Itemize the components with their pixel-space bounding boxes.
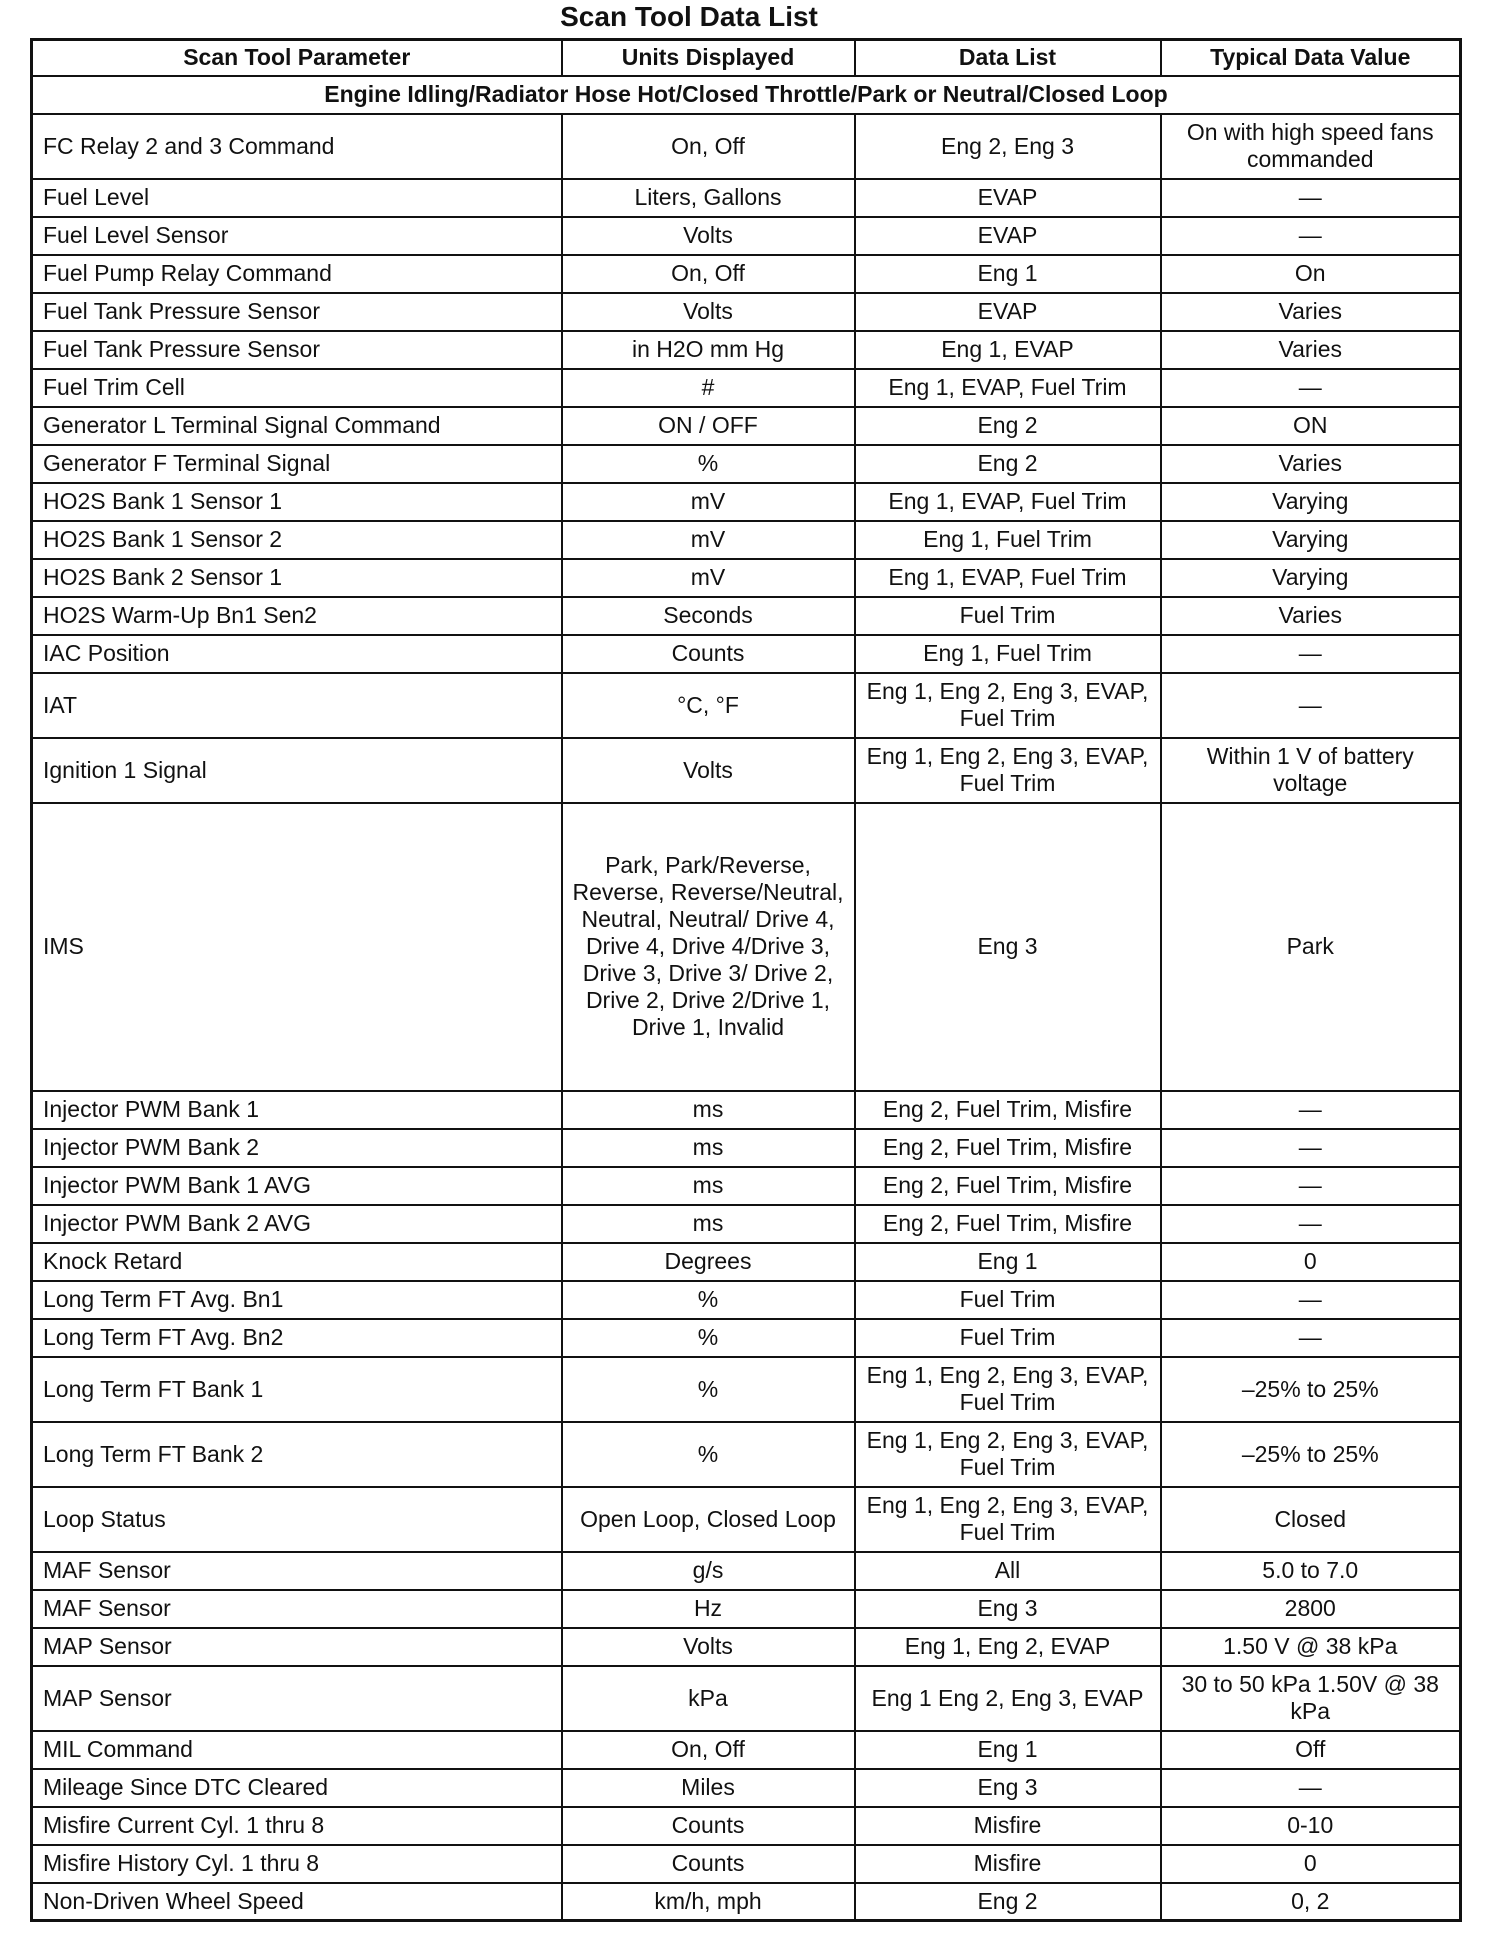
data-list-cell: Eng 3 [855,1590,1161,1628]
units-cell: Seconds [562,597,855,635]
table-row [32,483,1461,521]
data-list-cell: Eng 1, EVAP, Fuel Trim [855,483,1161,521]
units-cell: kPa [562,1666,855,1731]
units-cell: Counts [562,1845,855,1883]
table-row [32,1731,1461,1769]
data-list-cell: Misfire [855,1845,1161,1883]
page-title: Scan Tool Data List [560,1,818,32]
data-list-cell: Eng 2, Eng 3 [855,114,1161,179]
typical-value-cell: — [1161,1319,1461,1357]
param-cell: Long Term FT Avg. Bn1 [32,1281,562,1319]
units-cell: Park, Park/Reverse, Reverse, Reverse/Neutral, Neutral, Neutral/ Drive 4, Drive 4, Drive 4/Drive 3, Drive 3, Drive 3/ Drive 2, Drive 2, Drive 2/Drive 1, Drive 1, Invalid [562,803,855,1091]
param-cell: Fuel Tank Pressure Sensor [32,293,562,331]
typical-value-cell: Varies [1161,445,1461,483]
units-cell: Liters, Gallons [562,179,855,217]
table-row [32,293,1461,331]
data-list-cell: Fuel Trim [855,1319,1161,1357]
data-list-cell: Eng 2 [855,1883,1161,1921]
units-cell: °C, °F [562,673,855,738]
param-cell: Misfire Current Cyl. 1 thru 8 [32,1807,562,1845]
param-cell: Non-Driven Wheel Speed [32,1883,562,1921]
section-heading: Engine Idling/Radiator Hose Hot/Closed Throttle/Park or Neutral/Closed Loop [32,76,1461,114]
table-row [32,1769,1461,1807]
data-list-cell: Misfire [855,1807,1161,1845]
table-row [32,1422,1461,1487]
param-cell: Fuel Level Sensor [32,217,562,255]
table-row [32,114,1461,179]
units-cell: km/h, mph [562,1883,855,1921]
column-header-units: Units Displayed [562,40,855,76]
param-cell: Generator F Terminal Signal [32,445,562,483]
table-row [32,407,1461,445]
data-list-cell: Eng 1 [855,255,1161,293]
table-row [32,217,1461,255]
units-cell: Volts [562,293,855,331]
table-row [32,445,1461,483]
typical-value-cell: On with high speed fans commanded [1161,114,1461,179]
param-cell: IAC Position [32,635,562,673]
table-row [32,1552,1461,1590]
data-list-cell: Eng 1, Eng 2, Eng 3, EVAP, Fuel Trim [855,1487,1161,1552]
table-row [32,1590,1461,1628]
param-cell: Ignition 1 Signal [32,738,562,803]
typical-value-cell: Varies [1161,597,1461,635]
table-row [32,1628,1461,1666]
typical-value-cell: –25% to 25% [1161,1357,1461,1422]
units-cell: ms [562,1167,855,1205]
table-row [32,1845,1461,1883]
data-list-cell: Eng 3 [855,803,1161,1091]
data-list-cell: Eng 1, Eng 2, Eng 3, EVAP, Fuel Trim [855,1422,1161,1487]
typical-value-cell: — [1161,217,1461,255]
typical-value-cell: Varying [1161,483,1461,521]
typical-value-cell: 0 [1161,1243,1461,1281]
typical-value-cell: 5.0 to 7.0 [1161,1552,1461,1590]
table-row [32,331,1461,369]
units-cell: Volts [562,1628,855,1666]
typical-value-cell: Varies [1161,331,1461,369]
column-header-data-list: Data List [855,40,1161,76]
table-row [32,369,1461,407]
param-cell: HO2S Warm-Up Bn1 Sen2 [32,597,562,635]
table-row [32,255,1461,293]
table-row [32,1129,1461,1167]
typical-value-cell: 1.50 V @ 38 kPa [1161,1628,1461,1666]
typical-value-cell: Varying [1161,559,1461,597]
units-cell: in H2O mm Hg [562,331,855,369]
table-row [32,1091,1461,1129]
data-list-cell: Eng 2 [855,445,1161,483]
param-cell: HO2S Bank 2 Sensor 1 [32,559,562,597]
units-cell: ms [562,1091,855,1129]
table-row [32,1666,1461,1731]
units-cell: Volts [562,217,855,255]
param-cell: Injector PWM Bank 1 AVG [32,1167,562,1205]
units-cell: ms [562,1129,855,1167]
typical-value-cell: — [1161,1167,1461,1205]
param-cell: IAT [32,673,562,738]
table-row [32,1807,1461,1845]
typical-value-cell: 2800 [1161,1590,1461,1628]
param-cell: Long Term FT Avg. Bn2 [32,1319,562,1357]
units-cell: g/s [562,1552,855,1590]
typical-value-cell: Varies [1161,293,1461,331]
table-row [32,559,1461,597]
data-list-cell: Eng 1, Fuel Trim [855,521,1161,559]
param-cell: FC Relay 2 and 3 Command [32,114,562,179]
data-list-cell: Eng 1, Eng 2, Eng 3, EVAP, Fuel Trim [855,1357,1161,1422]
typical-value-cell: — [1161,369,1461,407]
typical-value-cell: — [1161,1091,1461,1129]
data-list-cell: EVAP [855,217,1161,255]
data-list-cell: Eng 1 Eng 2, Eng 3, EVAP [855,1666,1161,1731]
units-cell: % [562,1357,855,1422]
units-cell: Open Loop, Closed Loop [562,1487,855,1552]
typical-value-cell: — [1161,1769,1461,1807]
units-cell: % [562,1422,855,1487]
units-cell: Miles [562,1769,855,1807]
data-list-cell: Eng 1, Eng 2, Eng 3, EVAP, Fuel Trim [855,673,1161,738]
param-cell: Fuel Tank Pressure Sensor [32,331,562,369]
data-list-cell: Eng 1, EVAP, Fuel Trim [855,559,1161,597]
units-cell: % [562,445,855,483]
param-cell: Generator L Terminal Signal Command [32,407,562,445]
table-row [32,803,1461,1091]
param-cell: Misfire History Cyl. 1 thru 8 [32,1845,562,1883]
table-row [32,673,1461,738]
units-cell: ms [562,1205,855,1243]
data-list-cell: Eng 1, Eng 2, EVAP [855,1628,1161,1666]
table-row [32,1357,1461,1422]
param-cell: MIL Command [32,1731,562,1769]
data-list-cell: Eng 1 [855,1731,1161,1769]
data-list-cell: EVAP [855,293,1161,331]
typical-value-cell: — [1161,673,1461,738]
param-cell: Mileage Since DTC Cleared [32,1769,562,1807]
data-list-cell: Eng 1, EVAP [855,331,1161,369]
typical-value-cell: 0 [1161,1845,1461,1883]
header-row [32,40,1461,76]
data-list-cell: Eng 2, Fuel Trim, Misfire [855,1167,1161,1205]
data-list-cell: Fuel Trim [855,597,1161,635]
units-cell: Degrees [562,1243,855,1281]
param-cell: MAF Sensor [32,1552,562,1590]
units-cell: # [562,369,855,407]
typical-value-cell: –25% to 25% [1161,1422,1461,1487]
units-cell: Volts [562,738,855,803]
table-row [32,1281,1461,1319]
units-cell: % [562,1319,855,1357]
param-cell: IMS [32,803,562,1091]
column-header-parameter: Scan Tool Parameter [32,40,562,76]
data-list-cell: Eng 1, EVAP, Fuel Trim [855,369,1161,407]
data-list-cell: Eng 2, Fuel Trim, Misfire [855,1091,1161,1129]
param-cell: Long Term FT Bank 1 [32,1357,562,1422]
param-cell: Loop Status [32,1487,562,1552]
typical-value-cell: ON [1161,407,1461,445]
typical-value-cell: — [1161,1129,1461,1167]
typical-value-cell: — [1161,179,1461,217]
table-row [32,738,1461,803]
typical-value-cell: — [1161,635,1461,673]
column-header-typical-value: Typical Data Value [1161,40,1461,76]
param-cell: Injector PWM Bank 2 [32,1129,562,1167]
table-row [32,179,1461,217]
data-list-cell: Eng 2 [855,407,1161,445]
data-list-cell: Eng 1 [855,1243,1161,1281]
typical-value-cell: On [1161,255,1461,293]
table-row [32,1883,1461,1921]
units-cell: mV [562,521,855,559]
table-row [32,1243,1461,1281]
data-list-cell: Eng 1, Eng 2, Eng 3, EVAP, Fuel Trim [855,738,1161,803]
units-cell: % [562,1281,855,1319]
typical-value-cell: Off [1161,1731,1461,1769]
typical-value-cell: — [1161,1281,1461,1319]
table-row [32,1487,1461,1552]
param-cell: HO2S Bank 1 Sensor 2 [32,521,562,559]
typical-value-cell: — [1161,1205,1461,1243]
table-row [32,521,1461,559]
units-cell: Counts [562,1807,855,1845]
data-list-cell: Eng 2, Fuel Trim, Misfire [855,1129,1161,1167]
data-list-cell: Eng 1, Fuel Trim [855,635,1161,673]
param-cell: Injector PWM Bank 1 [32,1091,562,1129]
param-cell: Injector PWM Bank 2 AVG [32,1205,562,1243]
param-cell: Long Term FT Bank 2 [32,1422,562,1487]
data-list-cell: EVAP [855,179,1161,217]
param-cell: Knock Retard [32,1243,562,1281]
units-cell: On, Off [562,255,855,293]
table-row [32,635,1461,673]
units-cell: On, Off [562,114,855,179]
units-cell: ON / OFF [562,407,855,445]
typical-value-cell: Within 1 V of battery voltage [1161,738,1461,803]
units-cell: On, Off [562,1731,855,1769]
table-row [32,1319,1461,1357]
param-cell: MAF Sensor [32,1590,562,1628]
data-list-cell: All [855,1552,1161,1590]
data-list-cell: Fuel Trim [855,1281,1161,1319]
units-cell: Hz [562,1590,855,1628]
param-cell: Fuel Trim Cell [32,369,562,407]
scan-tool-data-table [30,38,1462,1922]
typical-value-cell: 0, 2 [1161,1883,1461,1921]
typical-value-cell: 0-10 [1161,1807,1461,1845]
typical-value-cell: Park [1161,803,1461,1091]
units-cell: mV [562,483,855,521]
data-list-cell: Eng 3 [855,1769,1161,1807]
units-cell: mV [562,559,855,597]
typical-value-cell: Closed [1161,1487,1461,1552]
param-cell: Fuel Pump Relay Command [32,255,562,293]
data-list-cell: Eng 2, Fuel Trim, Misfire [855,1205,1161,1243]
section-row [32,76,1461,114]
typical-value-cell: 30 to 50 kPa 1.50V @ 38 kPa [1161,1666,1461,1731]
table-row [32,597,1461,635]
param-cell: Fuel Level [32,179,562,217]
param-cell: HO2S Bank 1 Sensor 1 [32,483,562,521]
table-row [32,1205,1461,1243]
param-cell: MAP Sensor [32,1666,562,1731]
units-cell: Counts [562,635,855,673]
typical-value-cell: Varying [1161,521,1461,559]
table-row [32,1167,1461,1205]
param-cell: MAP Sensor [32,1628,562,1666]
